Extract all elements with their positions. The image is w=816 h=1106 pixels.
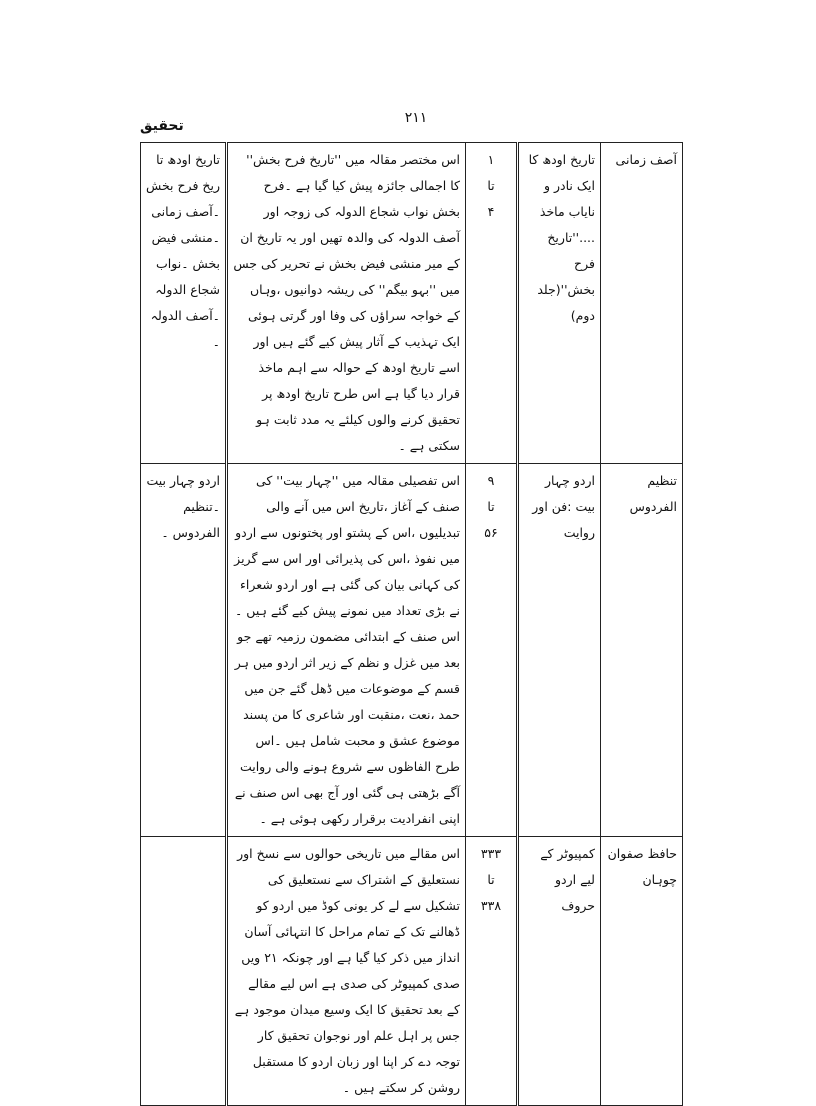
summary-cell: اس مختصر مقالہ میں ''تاریخ فرح بخش'' کا اجمالی جائزہ پیش کیا گیا ہے ۔فرح بخش نواب شجاع الدولہ کی زوجہ اور آصف الدولہ کی والدہ تھیں اور یہ تاریخ ان کے میر منشی فیض بخش نے تحریر کی جس میں ''بہو بیگم'' کی ریشہ دوانیوں ،وہاں کے خواجہ سراؤں کی وفا اور گرتی ہوئی ایک تہذیب کے آثار پیش کیے گئے ہیں اور اسے تاریخ اودھ کے حوالہ سے اہم ماخذ قرار دیا گیا ہے اس طرح تاریخ اودھ پر تحقیق کرنے والوں کیلئے یہ مدد ثابت ہو سکتی ہے ۔: [227, 143, 466, 464]
page-from: ۱: [487, 152, 495, 167]
pages-cell: [466, 837, 518, 1106]
author-cell: آصف زمانی: [601, 143, 683, 464]
summary-cell: اس تفصیلی مقالہ میں ''چہار بیت'' کی صنف کے آغاز ،تاریخ اس میں آنے والی تبدیلیوں ،اس کے پشتو اور پختونوں سے اردو میں نفوذ ،اس کی پذیرائی اور اس سے گریز کی کہانی بیان کی گئی ہے اور اردو شعراء نے بڑی تعداد میں نمونے پیش کیے گئے ہیں ۔اس صنف کے ابتدائی مضمون رزمیہ تھے جو بعد میں غزل و نظم کے زیر اثر اردو میں ہر قسم کے موضوعات میں ڈھل گئے جن میں حمد ،نعت ،منقبت اور شاعری کا من پسند موضوع عشق و محبت شامل ہیں ۔اس طرح الفاظوں سے شروع ہونے والی روایت آگے بڑھتی ہی گئی اور آج بھی اس صنف نے اپنی انفرادیت برقرار رکھی ہوئی ہے ۔: [227, 464, 466, 837]
page-to-label: تا: [487, 499, 495, 514]
page-from: ۳۳۳: [480, 846, 502, 861]
table-row: [141, 143, 683, 464]
page-to-label: تا: [487, 872, 495, 887]
topic-cell: کمپیوٹر کے لیے اردو حروف: [518, 837, 601, 1106]
table-row: [141, 464, 683, 837]
page-to: ۵۶: [484, 525, 498, 540]
page-from: ۹: [487, 473, 495, 488]
page-to-label: تا: [487, 178, 495, 193]
author-cell: حافظ صفوان چوہان: [601, 837, 683, 1106]
reference-cell: تاریخ اودھ تا ریخ فرح بخش ۔آصف زمانی ۔منشی فیض بخش ۔نواب شجاع الدولہ ۔آصف الدولہ ۔: [141, 143, 227, 464]
summary-cell: اس مقالے میں تاریخی حوالوں سے نسخ اور نستعلیق کے اشتراک سے نستعلیق کی تشکیل سے لے کر یونی کوڈ میں اردو کو ڈھالنے تک کے تمام مراحل کا انتہائی آسان انداز میں ذکر کیا گیا ہے اور چونکہ ۲۱ ویں صدی کمپیوٹر کی صدی ہے اس لیے مقالے کے بعد تحقیق کا ایک وسیع میدان موجود ہے جس پر اہل علم اور نوجوان تحقیق کار توجہ دے کر اپنا اور زبان اردو کا مستقبل روشن کر سکتے ہیں ۔: [227, 837, 466, 1106]
author-cell: تنظیم الفردوس: [601, 464, 683, 837]
bibliography-table: [140, 142, 683, 1106]
reference-cell: [141, 837, 227, 1106]
pages-cell: [466, 464, 518, 837]
reference-cell: اردو چہار بیت ۔تنظیم الفردوس ۔: [141, 464, 227, 837]
page-to: ۴: [487, 204, 495, 219]
topic-cell: اردو چہار بیت :فن اور روایت: [518, 464, 601, 837]
pages-cell: [466, 143, 518, 464]
page-number: ۲۱۱: [404, 110, 428, 126]
page-to: ۳۳۸: [480, 898, 502, 913]
topic-cell: تاریخ اودھ کا ایک نادر و نایاب ماخذ ....''تاریخ فرح بخش''(جلد دوم): [518, 143, 601, 464]
table-row: [141, 837, 683, 1106]
section-title: تحقیق: [140, 118, 184, 134]
